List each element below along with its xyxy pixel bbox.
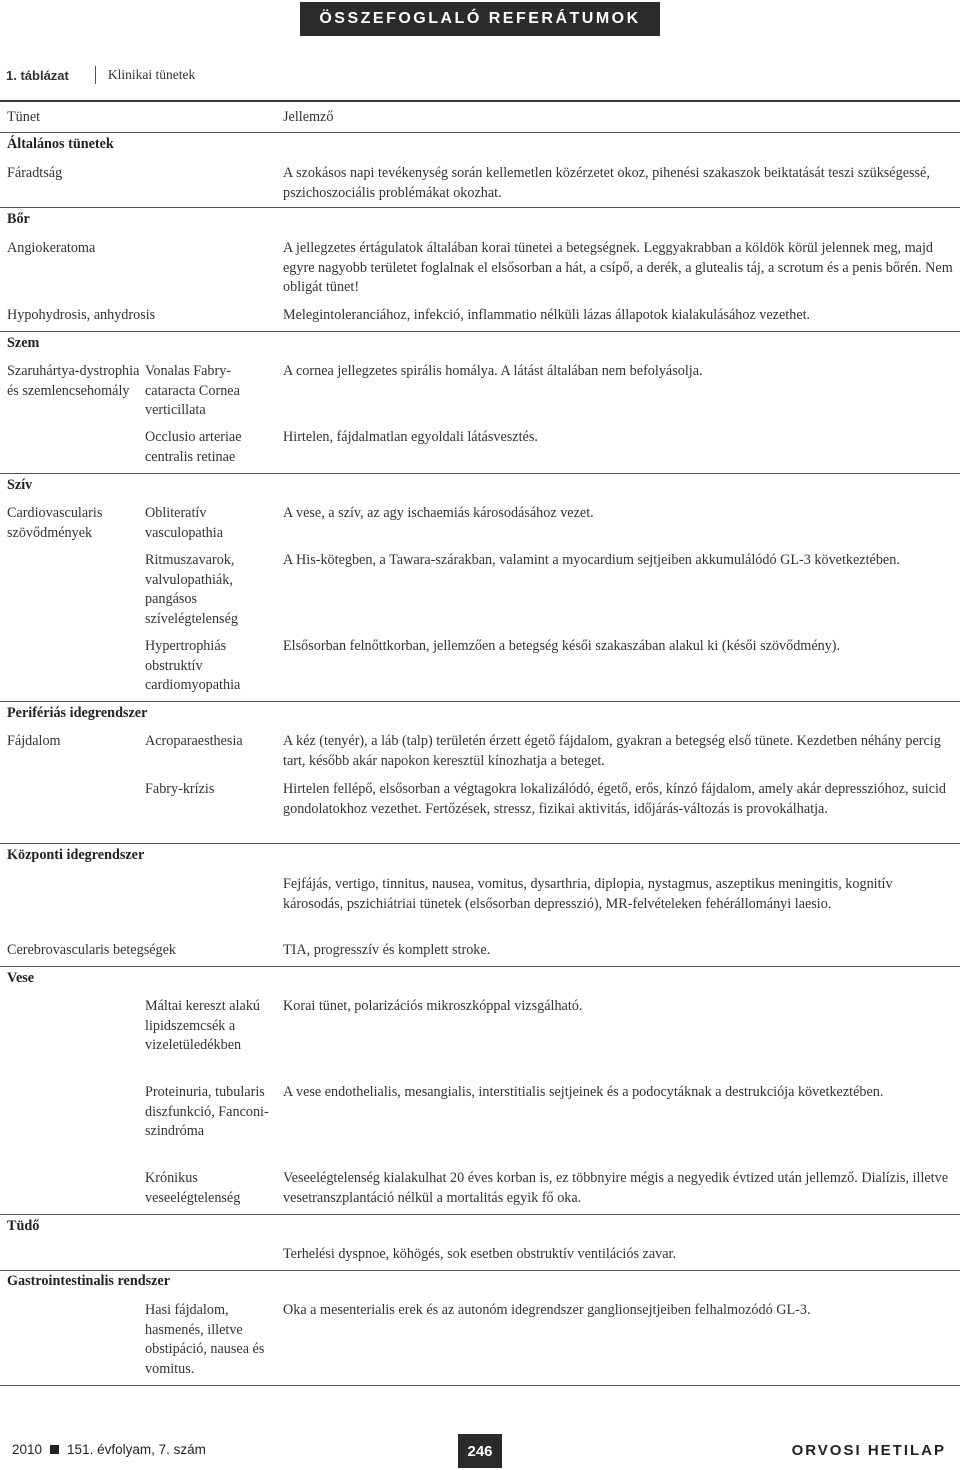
desc-ritmus: A His-kötegben, a Tawara-szárakban, valamint a myocardium sejtjeiben akkumulálódó GL-3 következtében.: [283, 552, 900, 568]
symptom-fatigue: Fáradtság: [7, 165, 63, 181]
symptom-cardio: Cardiovascularis szövődmények: [7, 505, 103, 541]
desc-hypertroph: Elsősorban felnőttkorban, jellemzően a betegség késői szakaszában alakul ki (késői szövődmény).: [283, 638, 841, 654]
section-title: ÖSSZEFOGLALÓ REFERÁTUMOK: [319, 10, 641, 27]
sub-hypertroph: Hypertrophiás obstruktív cardiomyopathia: [145, 638, 241, 693]
section-pns: Perifériás idegrendszer: [7, 705, 148, 721]
sub-fabry-crisis: Fabry-krízis: [145, 781, 215, 797]
desc-angiokeratoma: A jellegzetes értágulatok általában korai tünetei a betegségnek. Leggyakrabban a köldök körül jelennek meg, majd egyre nagyobb területet foglalnak el elsősorban a hát, a csípő, a derék, a glutealis táj, a scrotum és a penis bőrén. Nem obligát tünet!: [283, 240, 953, 295]
table-bottom-rule: [0, 1385, 960, 1386]
table-title: Klinikai tünetek: [107, 67, 196, 82]
sub-cardio: Obliteratív vasculopathia: [145, 505, 224, 541]
section-cns: Központi idegrendszer: [7, 847, 145, 863]
page-number: 246: [467, 1442, 493, 1460]
table-top-rule: [0, 100, 960, 102]
desc-fatigue: A szokásos napi tevékenység során kellemetlen közérzetet okoz, pihenési szakaszok beiktatását teszi szükségessé, pszichoszociális problémákat okozhat.: [283, 165, 930, 201]
sub-gi-general: Hasi fájdalom, hasmenés, illetve obstipáció, nausea és vomitus.: [145, 1302, 265, 1377]
symptom-hypohydrosis: Hypohydrosis, anhydrosis: [7, 307, 156, 323]
rule-eye: [0, 331, 960, 332]
desc-acroparaesthesia: A kéz (tenyér), a láb (talp) területén érzett égető fájdalom, gyakran a betegség első tünete. Kezdetben néhány percig tart, később akár napokon keresztül kínozhatja a beteget.: [283, 733, 941, 769]
desc-cns-general: Fejfájás, vertigo, tinnitus, nausea, vomitus, dysarthria, diplopia, nystagmus, aszeptikus meningitis, kognitív károsodás, pszichiátriai tünetek (elsősorban depresszió), MR-felvételeken fehérállományi laesio.: [283, 876, 893, 912]
symptom-pain: Fájdalom: [7, 733, 61, 749]
desc-occlusio: Hirtelen, fájdalmatlan egyoldali látásvesztés.: [283, 429, 538, 445]
section-lung: Tüdő: [7, 1218, 40, 1234]
header-rule: [0, 132, 960, 133]
symptom-angiokeratoma: Angiokeratoma: [7, 240, 96, 256]
section-heart: Szív: [7, 477, 33, 493]
footer-issue: [12, 1442, 206, 1457]
desc-proteinuria: A vese endothelialis, mesangialis, interstitialis sejtjeinek és a podocytáknak a destrukciója következtében.: [283, 1084, 884, 1100]
caption-divider: [95, 66, 96, 84]
sub-ritmus: Ritmuszavarok, valvulopathiák, pangásos szívelégtelenség: [145, 552, 238, 627]
page-number-box: [458, 1434, 502, 1468]
page-footer: [0, 1412, 960, 1470]
footer-volume: 151. évfolyam, 7. szám: [67, 1442, 206, 1457]
symptom-cerebro: Cerebrovascularis betegségek: [7, 942, 176, 958]
symptom-cornea: Szaruhártya-dystrophia és szemlencsehomály: [7, 363, 140, 399]
journal-name: ORVOSI HETILAP: [791, 1442, 946, 1459]
section-header: [300, 2, 660, 36]
rule-gi: [0, 1270, 960, 1271]
desc-hypohydrosis: Melegintoleranciához, infekció, inflammatio nélküli lázas állapotok kialakulásához vezethet.: [283, 307, 811, 323]
section-gi: Gastrointestinalis rendszer: [7, 1273, 171, 1289]
desc-kronikus: Veseelégtelenség kialakulhat 20 éves korban is, ez többnyire mégis a negyedik évtized után jellemző. Dialízis, illetve vesetranszplantáció nélkül a mortalitás egyik fő oka.: [283, 1170, 949, 1206]
sub-kronikus: Krónikus veseelégtelenség: [145, 1170, 241, 1206]
desc-cerebro: TIA, progresszív és komplett stroke.: [283, 942, 491, 958]
column-header-symptom: Tünet: [7, 109, 41, 125]
footer-year: 2010: [12, 1442, 43, 1457]
rule-kidney: [0, 966, 960, 967]
desc-cardio: A vese, a szív, az agy ischaemiás károsodásához vezet.: [283, 505, 594, 521]
desc-maltai: Korai tünet, polarizációs mikroszkóppal vizsgálható.: [283, 998, 583, 1014]
desc-lung-general: Terhelési dyspnoe, köhögés, sok esetben obstruktív ventilációs zavar.: [283, 1246, 677, 1262]
rule-cns: [0, 843, 960, 844]
desc-gi-general: Oka a mesenterialis erek és az autonóm idegrendszer ganglionsejtjeiben felhalmozódó GL-3.: [283, 1302, 811, 1318]
section-general: Általános tünetek: [7, 136, 114, 152]
table-number: 1. táblázat: [6, 67, 69, 83]
rule-heart: [0, 473, 960, 474]
rule-skin: [0, 207, 960, 208]
sub-occlusio: Occlusio arteriae centralis retinae: [145, 429, 242, 465]
table-caption: [6, 66, 195, 84]
column-header-characteristic: Jellemző: [283, 109, 334, 125]
section-kidney: Vese: [7, 970, 35, 986]
square-bullet-icon: [50, 1445, 59, 1454]
rule-lung: [0, 1214, 960, 1215]
sub-cornea: Vonalas Fabry-cataracta Cornea verticillata: [145, 363, 240, 418]
sub-proteinuria: Proteinuria, tubularis diszfunkció, Fanconi-szindróma: [145, 1084, 269, 1139]
desc-cornea: A cornea jellegzetes spirális homálya. A látást általában nem befolyásolja.: [283, 363, 703, 379]
rule-pns: [0, 701, 960, 702]
sub-maltai: Máltai kereszt alakú lipidszemcsék a vizeletüledékben: [145, 998, 261, 1053]
desc-fabry-crisis: Hirtelen fellépő, elsősorban a végtagokra lokalizálódó, égető, erős, kínzó fájdalom, amely akár depresszióhoz, suicid gondolatokhoz vezethet. Fertőzések, stressz, fizikai aktivitás, időjárás-változás is provokálhatja.: [283, 781, 947, 817]
section-eye: Szem: [7, 335, 40, 351]
sub-acroparaesthesia: Acroparaesthesia: [145, 733, 243, 749]
section-skin: Bőr: [7, 211, 30, 227]
